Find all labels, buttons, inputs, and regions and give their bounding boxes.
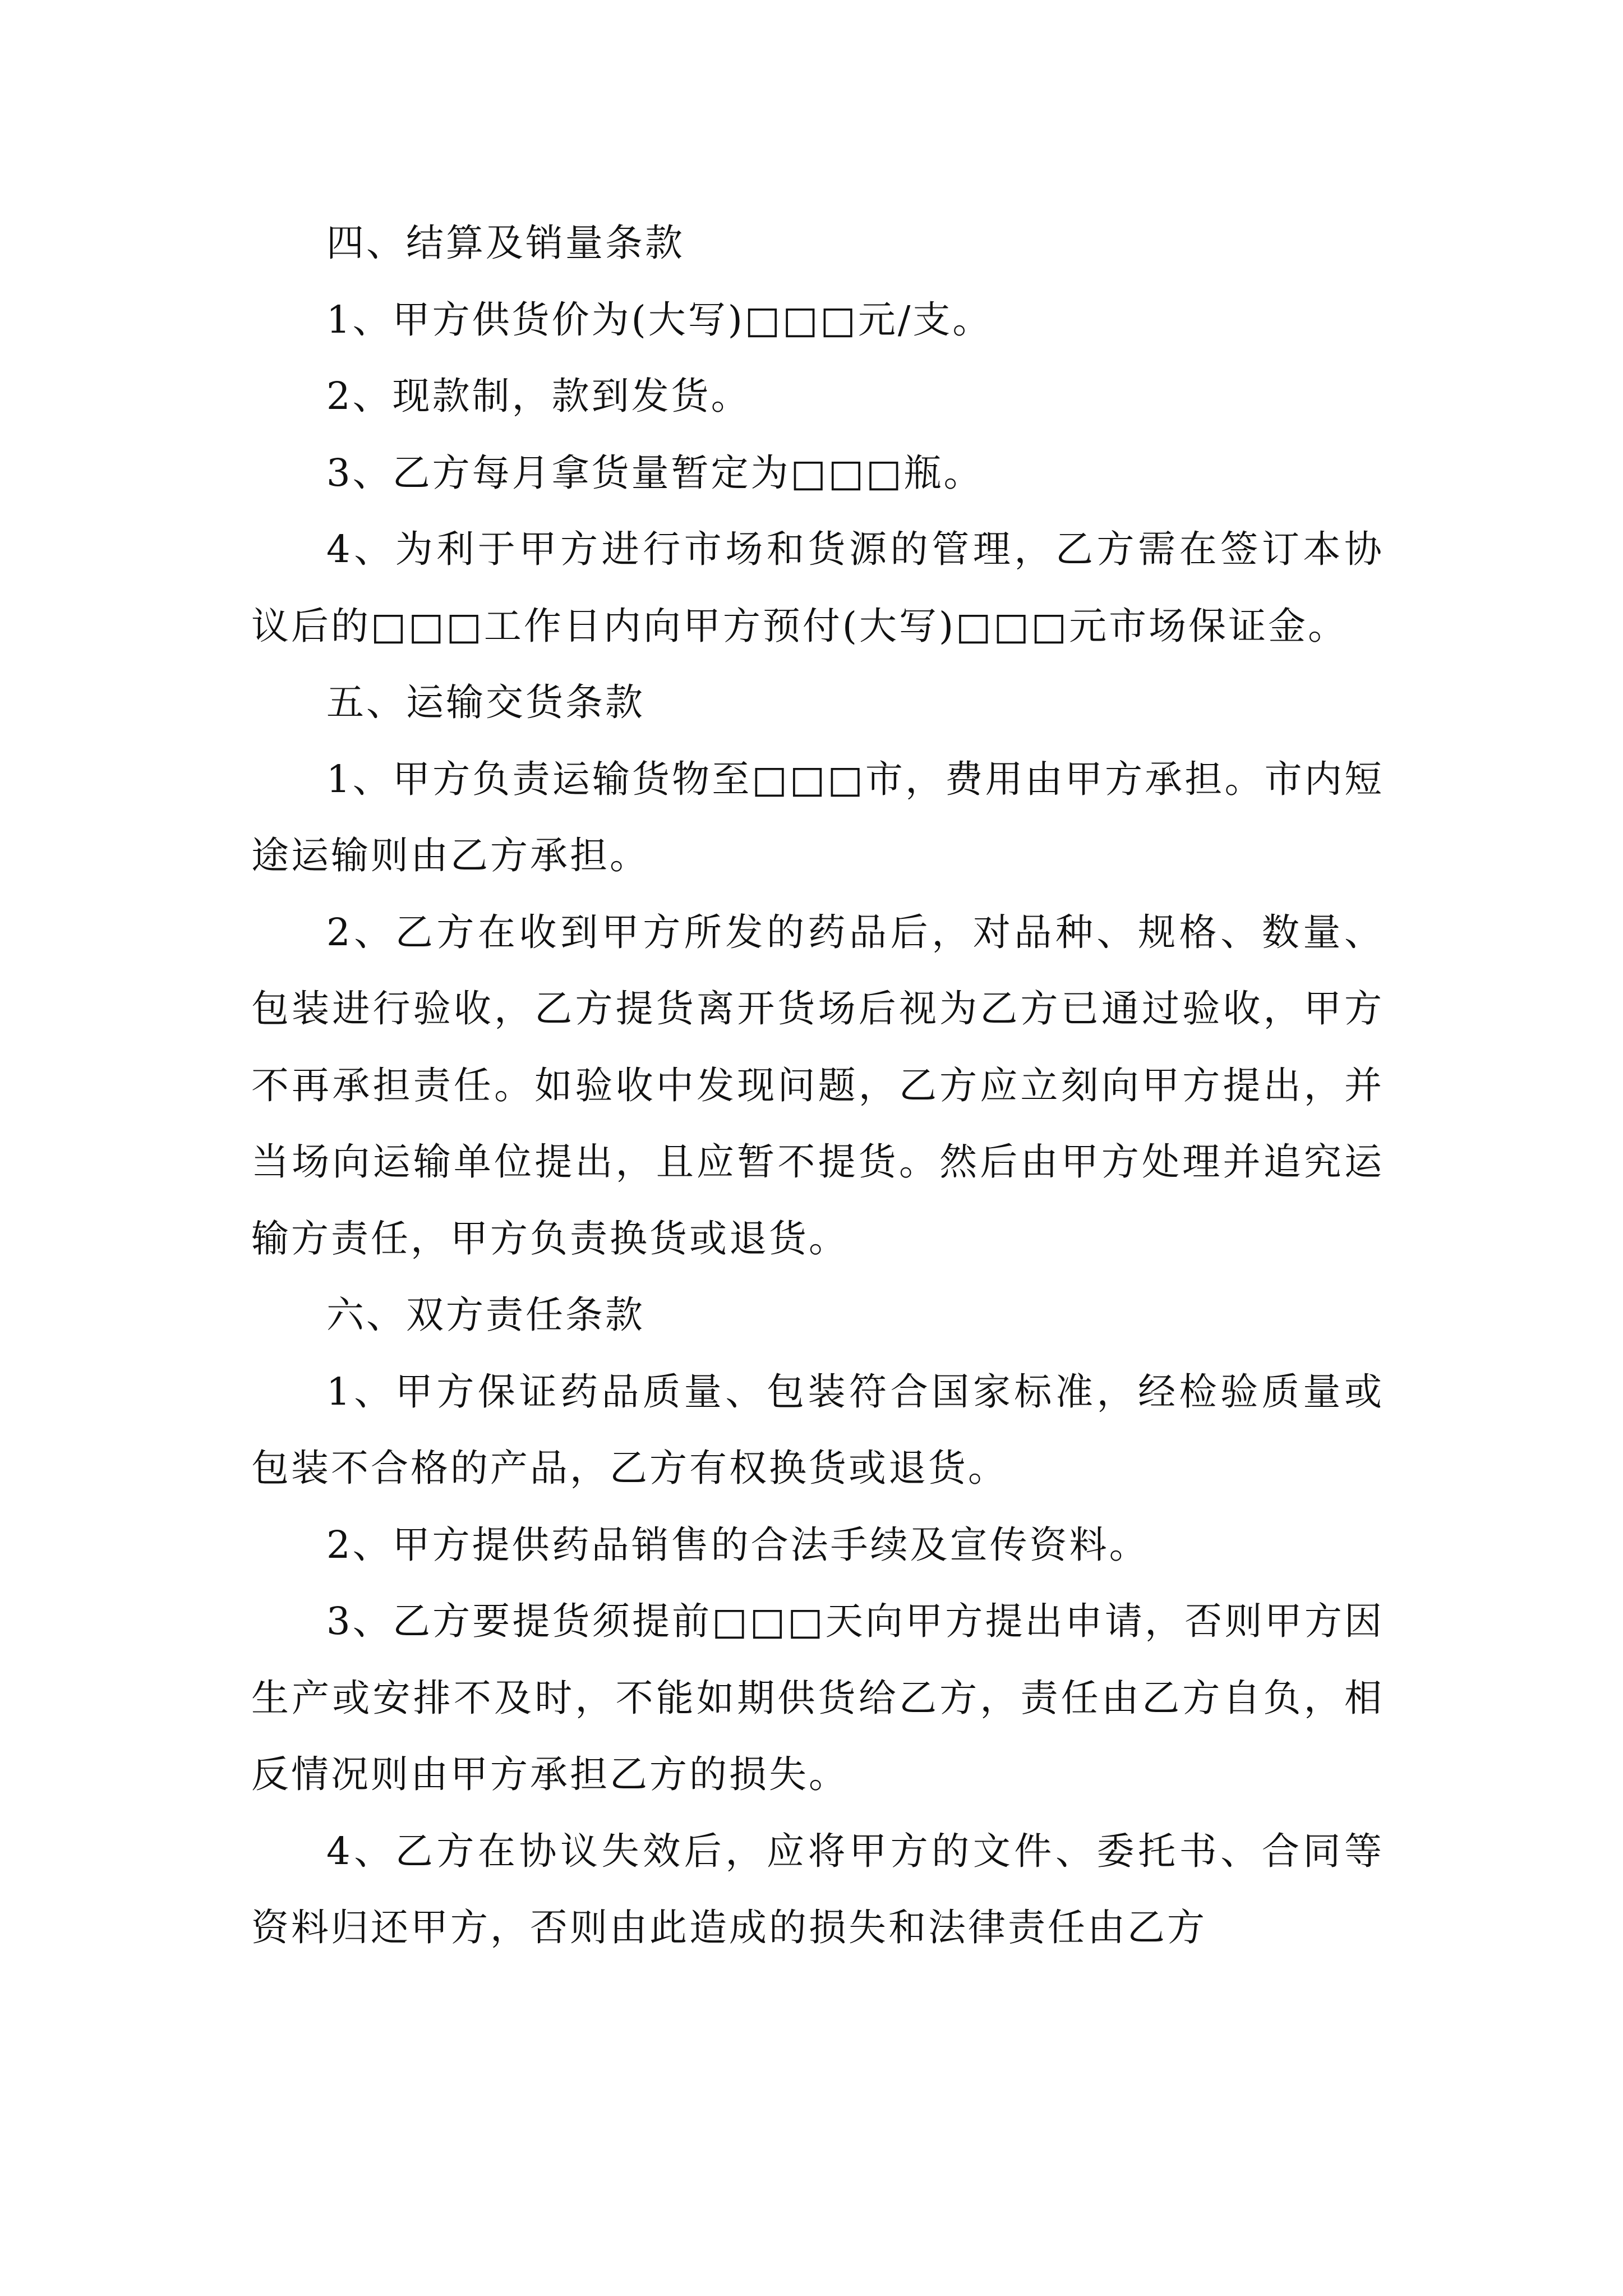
clause-quality-guarantee: 1、甲方保证药品质量、包装符合国家标准，经检验质量或包装不合格的产品，乙方有权换货或退货。 <box>251 1369 1384 1490</box>
clause-monthly-quantity: 3、乙方每月拿货量暂定为□□□瓶。 <box>326 450 984 495</box>
clause-document-return: 4、乙方在协议失效后，应将甲方的文件、委托书、合同等资料归还甲方，否则由此造成的损失和法律责任由乙方 <box>251 1829 1384 1949</box>
document-body <box>251 205 1384 1966</box>
clause-advance-request: 3、乙方要提货须提前□□□天向甲方提出申请，否则甲方因生产或安排不及时，不能如期供货给乙方，责任由乙方自负，相反情况则由甲方承担乙方的损失。 <box>251 1599 1384 1796</box>
section-heading-transport: 五、运输交货条款 <box>326 680 645 724</box>
clause-legal-documents: 2、甲方提供药品销售的合法手续及宣传资料。 <box>326 1522 1149 1567</box>
clause-supply-price: 1、甲方供货价为(大写)□□□元/支。 <box>326 297 993 342</box>
clause-inspection: 2、乙方在收到甲方所发的药品后，对品种、规格、数量、包装进行验收，乙方提货离开货场后视为乙方已通过验收，甲方不再承担责任。如验收中发现问题，乙方应立刻向甲方提出，并当场向运输单位提出，且应暂不提货。然后由甲方处理并追究运输方责任，甲方负责换货或退货。 <box>251 910 1384 1260</box>
section-heading-settlement: 四、结算及销量条款 <box>326 221 685 265</box>
clause-transport-cost: 1、甲方负责运输货物至□□□市，费用由甲方承担。市内短途运输则由乙方承担。 <box>251 757 1384 877</box>
section-heading-responsibilities: 六、双方责任条款 <box>326 1293 645 1337</box>
clause-market-deposit: 4、为利于甲方进行市场和货源的管理，乙方需在签订本协议后的□□□工作日内向甲方预付(大写)□□□元市场保证金。 <box>251 527 1384 648</box>
clause-cash-payment: 2、现款制，款到发货。 <box>326 374 751 418</box>
